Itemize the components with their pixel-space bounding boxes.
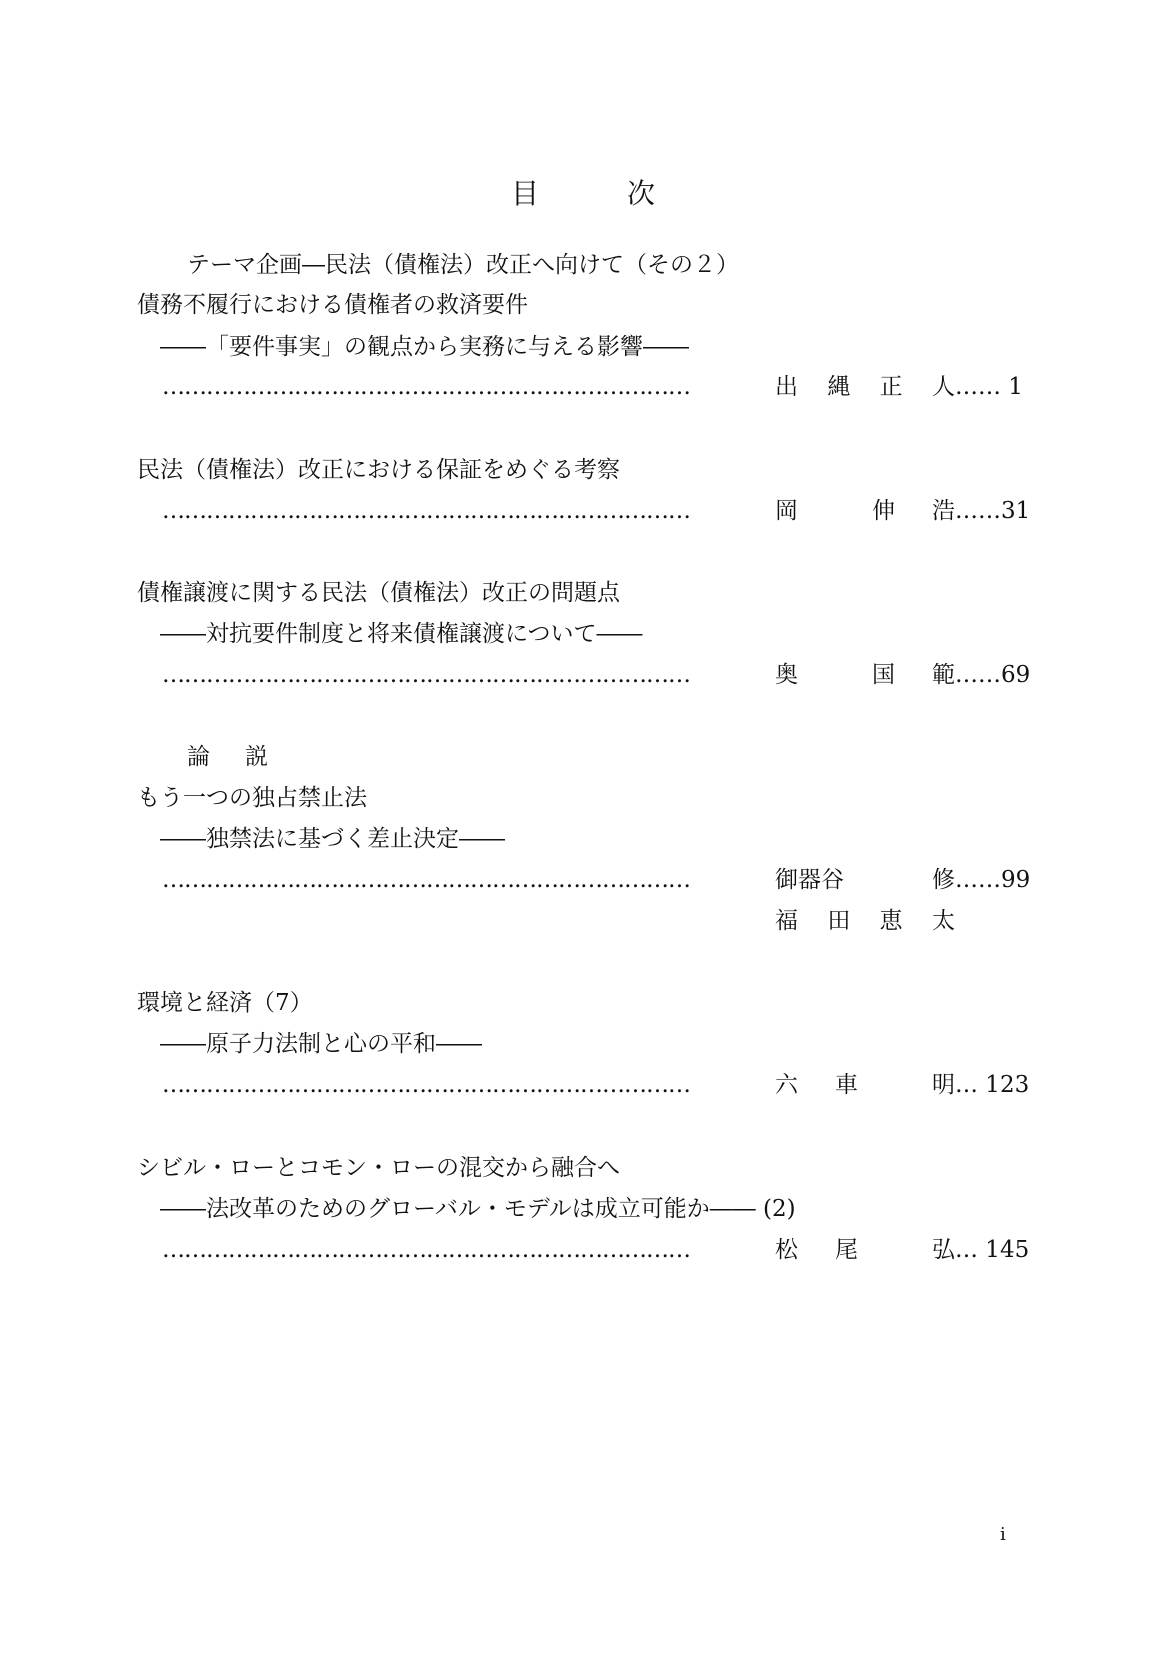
dot-leader: ……………………………………………………………… <box>162 1237 690 1263</box>
entry-title[interactable]: 民法（債権法）改正における保証をめぐる考察 <box>137 457 620 483</box>
entry-title[interactable]: 債権譲渡に関する民法（債権法）改正の問題点 <box>137 580 620 606</box>
entry-title[interactable]: シビル・ローとコモン・ローの混交から融合へ <box>137 1155 620 1181</box>
dot-leader: ……………………………………………………………… <box>162 498 690 524</box>
author-char: 六 <box>775 1072 798 1098</box>
author-char: 車 <box>835 1072 858 1098</box>
author-char: 範 <box>932 662 955 688</box>
entry-subtitle: ――対抗要件制度と将来債権譲渡について―― <box>160 621 643 647</box>
entry-subtitle: ――原子力法制と心の平和―― <box>160 1031 482 1057</box>
author-char: 明 <box>932 1072 955 1098</box>
author-char: 御器谷 <box>775 867 844 893</box>
entry-title[interactable]: 債務不履行における債権者の救済要件 <box>137 292 528 318</box>
author-char: 福 <box>775 908 798 934</box>
author-char: 尾 <box>835 1237 858 1263</box>
dot-leader: ……………………………………………………………… <box>162 1072 690 1098</box>
author-char: 岡 <box>775 498 798 524</box>
dot-leader: ……………………………………………………………… <box>162 374 690 400</box>
page-folio: i <box>1000 1524 1006 1545</box>
section-heading-ronsetsu: 論 説 <box>187 744 274 770</box>
page-ref: ……69 <box>955 662 1031 688</box>
dot-leader: ……………………………………………………………… <box>162 867 690 893</box>
dot-leader: ……………………………………………………………… <box>162 662 690 688</box>
page-ref: …… 1 <box>955 374 1023 400</box>
page-ref: … 123 <box>955 1072 1030 1098</box>
author-char: 弘 <box>932 1237 955 1263</box>
author-char: 太 <box>931 908 955 934</box>
page-ref: ……99 <box>955 867 1031 893</box>
author-char: 恵 <box>879 908 903 934</box>
author-name <box>775 496 955 526</box>
author-char: 国 <box>872 662 895 688</box>
author-char: 奥 <box>775 662 798 688</box>
section-heading-theme: テーマ企画―民法（債権法）改正へ向けて（その２） <box>187 252 739 278</box>
entry-subtitle: ――独禁法に基づく差止決定―― <box>160 826 505 852</box>
author-name <box>775 1070 955 1100</box>
author-char: 田 <box>827 908 851 934</box>
author-char: 出 <box>775 374 798 400</box>
author-char: 縄 <box>827 374 851 400</box>
author-char: 伸 <box>872 498 895 524</box>
page-title: 目 次 <box>510 177 685 210</box>
page-ref: … 145 <box>955 1237 1030 1263</box>
author-name <box>775 372 955 402</box>
author-name <box>775 660 955 690</box>
entry-subtitle: ――法改革のためのグローバル・モデルは成立可能か―― (2) <box>160 1196 796 1222</box>
author-char: 正 <box>879 374 903 400</box>
author-char: 人 <box>931 374 955 400</box>
entry-title[interactable]: もう一つの独占禁止法 <box>137 785 367 811</box>
page-ref: ……31 <box>955 498 1031 524</box>
author-char: 松 <box>775 1237 798 1263</box>
entry-title[interactable]: 環境と経済（7） <box>137 990 313 1016</box>
author-char: 修 <box>932 867 955 893</box>
author-name <box>775 906 955 936</box>
entry-subtitle: ――「要件事実」の観点から実務に与える影響―― <box>160 334 689 360</box>
author-name <box>775 865 955 895</box>
author-name <box>775 1235 955 1265</box>
author-char: 浩 <box>932 498 955 524</box>
